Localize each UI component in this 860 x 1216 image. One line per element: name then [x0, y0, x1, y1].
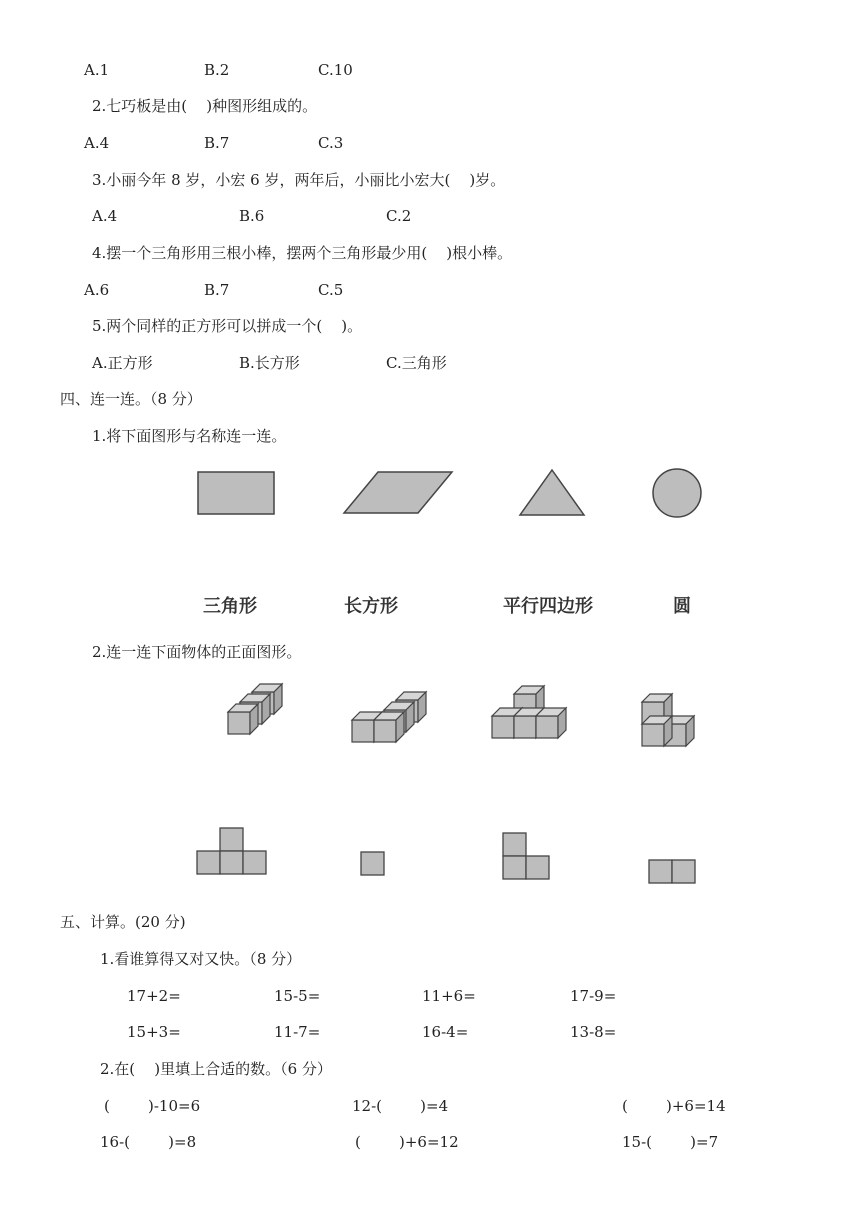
cube-object-stack-icon: [220, 680, 284, 740]
fill-blank-item: 16-( )=8: [100, 1133, 197, 1151]
calc-item: 11+6=: [422, 987, 476, 1005]
calc-item: 11-7=: [274, 1023, 321, 1041]
q4-option-a: A.6: [84, 281, 110, 299]
q2-option-b: B.7: [204, 134, 230, 152]
parallelogram-icon: [342, 470, 454, 516]
front-view-single-square-icon: [359, 850, 387, 878]
fill-blank-item: 15-( )=7: [622, 1133, 719, 1151]
name-label-triangle: 三角形: [203, 596, 257, 617]
section5-q1-title: 1.看谁算得又对又快。（8 分）: [100, 950, 302, 968]
cube-object-t-icon: [490, 684, 572, 744]
cube-object-l-icon: [640, 692, 702, 752]
fill-blank-item: ( )-10=6: [104, 1097, 201, 1115]
circle-icon: [651, 467, 703, 519]
q4-option-c: C.5: [318, 281, 344, 299]
front-view-two-squares-icon: [647, 858, 699, 886]
q3-option-b: B.6: [239, 207, 265, 225]
q5-text: 5.两个同样的正方形可以拼成一个( )。: [92, 317, 363, 335]
rectangle-icon: [196, 470, 278, 516]
fill-blank-item: 12-( )=4: [352, 1097, 449, 1115]
fill-blank-item: ( )+6=12: [355, 1133, 459, 1151]
q3-option-a: A.4: [92, 207, 118, 225]
name-label-circle: 圆: [673, 596, 691, 617]
name-label-rectangle: 长方形: [344, 596, 398, 617]
calc-item: 17+2=: [127, 987, 181, 1005]
section4-title: 四、连一连。（8 分）: [60, 390, 202, 408]
q1-option-c: C.10: [318, 61, 353, 79]
front-view-t-icon: [196, 826, 270, 878]
calc-item: 15-5=: [274, 987, 321, 1005]
q5-option-c: C.三角形: [386, 354, 447, 372]
q1-option-b: B.2: [204, 61, 230, 79]
q4-text: 4.摆一个三角形用三根小棒，摆两个三角形最少用( )根小棒。: [92, 244, 513, 262]
calc-item: 15+3=: [127, 1023, 181, 1041]
q4-option-b: B.7: [204, 281, 230, 299]
q5-option-a: A.正方形: [92, 354, 153, 372]
section4-q2-text: 2.连一连下面物体的正面图形。: [92, 643, 302, 661]
cube-object-step-icon: [350, 690, 430, 746]
section4-q1-text: 1.将下面图形与名称连一连。: [92, 427, 287, 445]
name-label-parallelogram: 平行四边形: [503, 596, 593, 617]
calc-item: 16-4=: [422, 1023, 469, 1041]
q1-option-a: A.1: [84, 61, 110, 79]
q3-text: 3.小丽今年 8 岁，小宏 6 岁，两年后，小丽比小宏大( )岁。: [92, 171, 506, 189]
section5-title: 五、计算。(20 分): [60, 913, 186, 931]
q2-option-a: A.4: [84, 134, 110, 152]
q5-option-b: B.长方形: [239, 354, 300, 372]
triangle-icon: [518, 468, 586, 518]
q3-option-c: C.2: [386, 207, 412, 225]
calc-item: 13-8=: [570, 1023, 617, 1041]
q2-option-c: C.3: [318, 134, 344, 152]
section5-q2-title: 2.在( )里填上合适的数。（6 分）: [100, 1060, 332, 1078]
calc-item: 17-9=: [570, 987, 617, 1005]
q2-text: 2.七巧板是由( )种图形组成的。: [92, 97, 318, 115]
fill-blank-item: ( )+6=14: [622, 1097, 726, 1115]
front-view-l-icon: [501, 831, 553, 883]
